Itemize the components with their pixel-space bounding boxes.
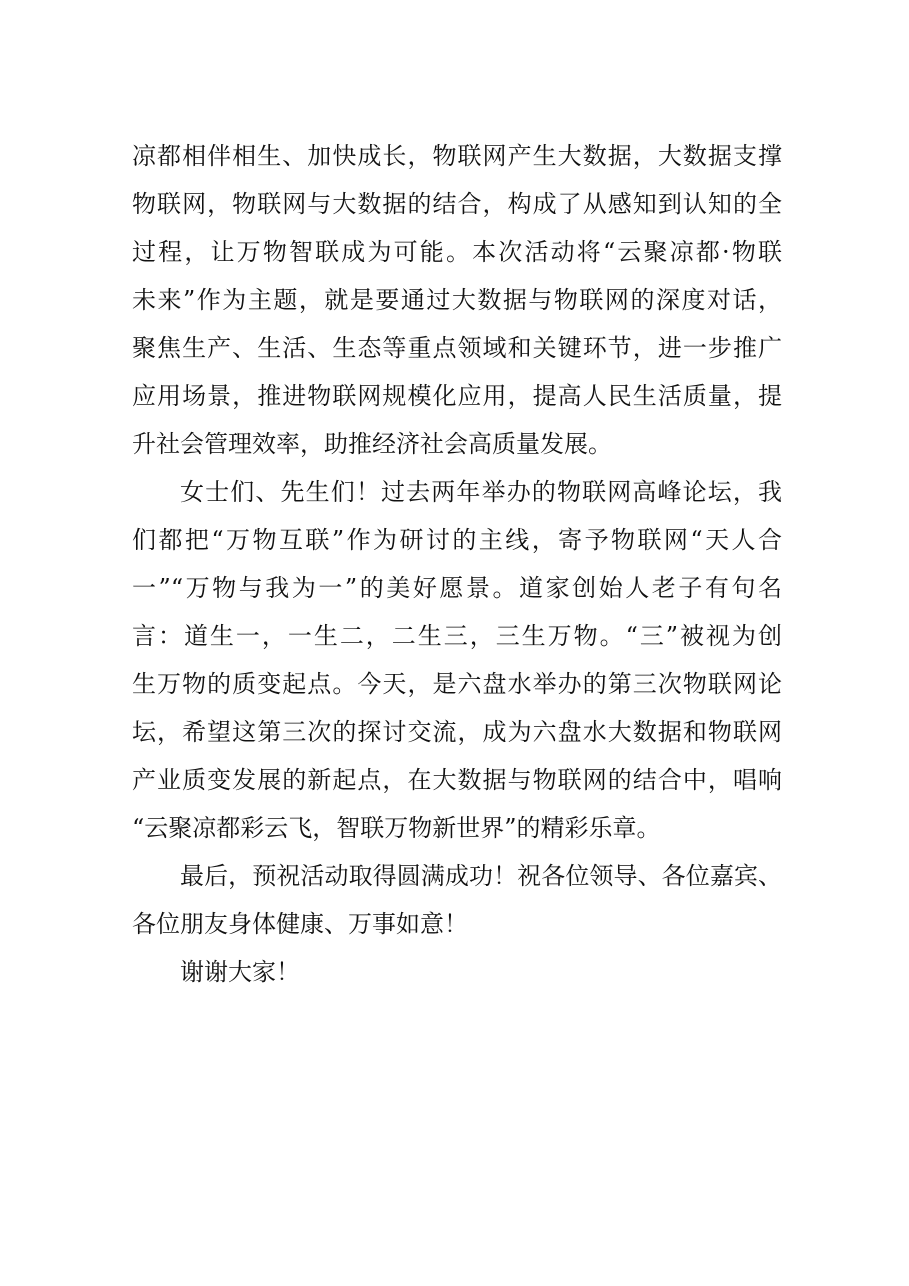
paragraph-1	[132, 132, 782, 468]
paragraph-4	[132, 948, 782, 996]
paragraph-2	[132, 468, 782, 852]
text-line: 凉都相伴相生、加快成长，物联网产生大数据，大数据支撑	[132, 142, 782, 170]
text-line: “云聚凉都彩云飞，智联万物新世界”的精彩乐章。	[132, 814, 661, 842]
text-line: 升社会管理效率，助推经济社会高质量发展。	[132, 430, 612, 458]
text-line: 应用场景，推进物联网规模化应用，提高人民生活质量，提	[132, 382, 782, 410]
document-body	[132, 132, 782, 996]
text-line: 一”“万物与我为一”的美好愿景。道家创始人老子有句名	[132, 574, 782, 602]
paragraph-3	[132, 852, 782, 948]
text-line: 过程，让万物智联成为可能。本次活动将“云聚凉都·物联	[132, 238, 782, 266]
text-line: 物联网，物联网与大数据的结合，构成了从感知到认知的全	[132, 190, 782, 218]
text-line: 生万物的质变起点。今天，是六盘水举办的第三次物联网论	[132, 670, 782, 698]
text-line: 们都把“万物互联”作为研讨的主线，寄予物联网“天人合	[132, 526, 782, 554]
text-line: 谢谢大家！	[180, 958, 300, 986]
text-line: 最后，预祝活动取得圆满成功！祝各位领导、各位嘉宾、	[180, 862, 782, 890]
text-line: 产业质变发展的新起点，在大数据与物联网的结合中，唱响	[132, 766, 782, 794]
text-line: 聚焦生产、生活、生态等重点领域和关键环节，进一步推广	[132, 334, 782, 362]
text-line: 坛，希望这第三次的探讨交流，成为六盘水大数据和物联网	[132, 718, 782, 746]
text-line: 言：道生一，一生二，二生三，三生万物。“三”被视为创	[132, 622, 782, 650]
text-line: 未来”作为主题，就是要通过大数据与物联网的深度对话，	[132, 286, 782, 314]
text-line: 女士们、先生们！过去两年举办的物联网高峰论坛，我	[180, 478, 782, 506]
text-line: 各位朋友身体健康、万事如意！	[132, 910, 468, 938]
